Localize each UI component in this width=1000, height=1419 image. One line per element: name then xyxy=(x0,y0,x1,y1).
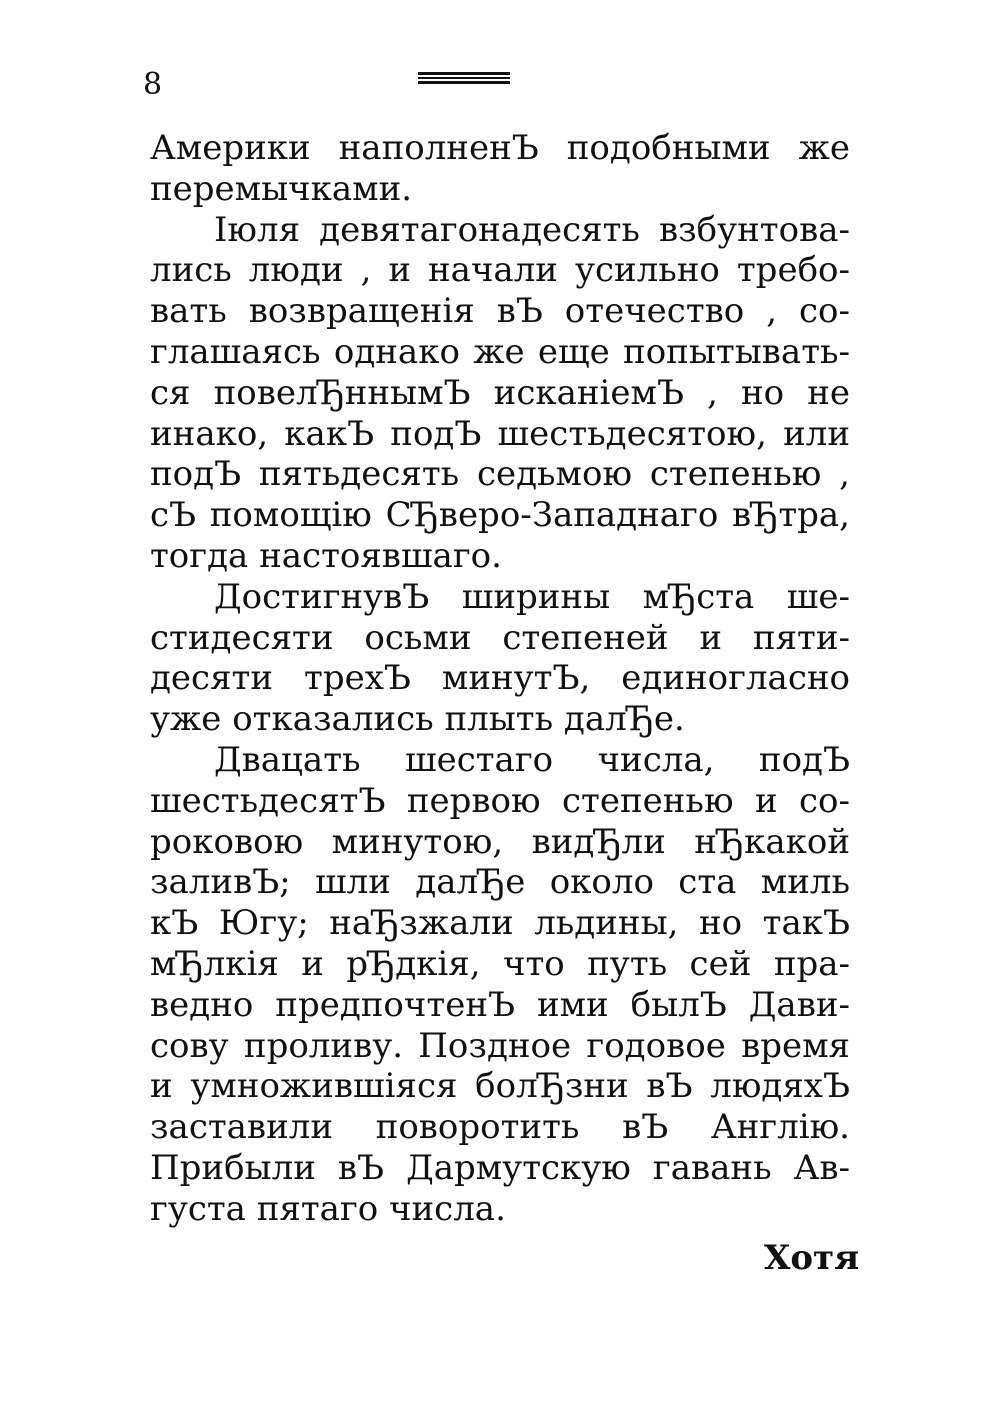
text-line: заставили поворотить вЪ Англію. xyxy=(150,1107,850,1148)
text-line: Прибыли вЪ Дармутскую гавань Ав- xyxy=(150,1147,850,1188)
text-line: и умножившіяся болЂзни вЪ людяхЪ xyxy=(150,1066,850,1107)
text-line: густа пятаго числа. xyxy=(150,1188,506,1229)
text-line: инако, какЪ подЪ шестьдесятою, или xyxy=(150,413,850,454)
text-line: роковою минутою, видЂли нЂкакой xyxy=(150,821,850,862)
text-line: вать возвращенія вЪ отечество , со- xyxy=(150,291,850,332)
text-line: тогда настоявшаго. xyxy=(150,535,502,576)
header-ornament-rule xyxy=(418,72,510,88)
text-line: лись люди , и начали усильно требо- xyxy=(150,250,850,291)
text-line: глашаясь однако же еще попытывать- xyxy=(150,331,850,372)
text-line: подЪ пятьдесять седьмою степенью , xyxy=(150,454,850,495)
text-line: кЪ Югу; наЂзжали льдины, но такЪ xyxy=(150,903,850,944)
text-line: ся повелЂннымЪ исканіемЪ , но не xyxy=(150,372,850,413)
catchword: Хотя xyxy=(764,1238,860,1278)
text-line: стидесяти осьми степеней и пяти- xyxy=(150,617,850,658)
text-line: Двацать шестаго числа, подЪ xyxy=(214,739,850,780)
text-line: уже отказались плыть далЂе. xyxy=(150,699,685,740)
text-line: сову проливу. Поздное годовое время xyxy=(150,1025,850,1066)
text-line: шестьдесятЪ первою степенью и со- xyxy=(150,780,850,821)
text-line: ДостигнувЪ ширины мЂста ше- xyxy=(214,576,850,617)
text-line: Америки наполненЪ подобными же xyxy=(150,128,850,168)
text-line: перемычками. xyxy=(150,168,413,209)
text-line: сЪ помощію СЂверо-Западнаго вЂтра, xyxy=(150,495,850,536)
text-line: Іюля девятагонадесять взбунтова- xyxy=(214,209,850,250)
text-line: ведно предпочтенЪ ими былЪ Дави- xyxy=(150,984,850,1025)
body-text xyxy=(150,128,850,1230)
text-line: заливЪ; шли далЂе около ста миль xyxy=(150,862,850,903)
text-line: мЂлкія и рЂдкія, что путь сей пра- xyxy=(150,943,850,984)
page-number: 8 xyxy=(143,67,163,102)
text-line: десяти трехЪ минутЪ, единогласно xyxy=(150,658,850,699)
